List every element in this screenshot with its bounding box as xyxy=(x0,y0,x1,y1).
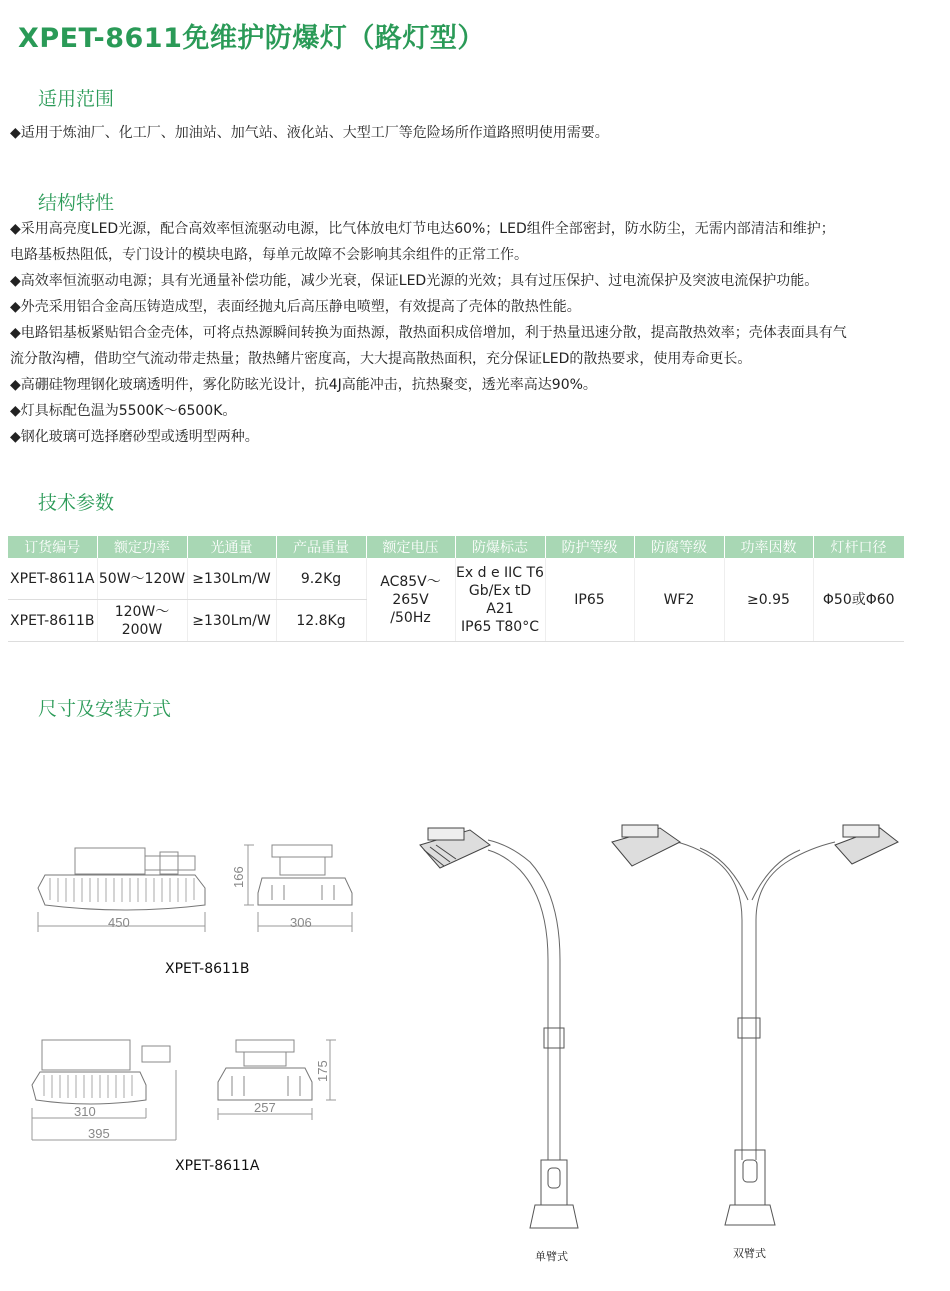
column-header: 产品重量 xyxy=(276,536,366,558)
cell-power: 50W～120W xyxy=(97,558,187,600)
cell-weight: 12.8Kg xyxy=(276,600,366,642)
column-header: 光通量 xyxy=(187,536,276,558)
feature-line: ◆采用高亮度LED光源，配合高效率恒流驱动电源，比气体放电灯节电达60%；LED组件全部密封，防水防尘，无需内部清洁和维护； xyxy=(10,221,835,237)
section-heading-params: 技术参数 xyxy=(38,492,115,514)
column-header: 额定电压 xyxy=(366,536,455,558)
dim-a-side-width: 257 xyxy=(254,1100,276,1115)
feature-line: ◆灯具标配色温为5500K～6500K。 xyxy=(10,403,237,419)
feature-line: ◆高效率恒流驱动电源；具有光通量补偿功能，减少光衰，保证LED光源的光效；具有过压保护、过电流保护及突波电流保护功能。 xyxy=(10,273,819,289)
column-header: 订货编号 xyxy=(8,536,97,558)
section-heading-dims: 尺寸及安装方式 xyxy=(38,698,172,720)
cell-wf: WF2 xyxy=(634,558,724,642)
cell-weight: 9.2Kg xyxy=(276,558,366,600)
voltage-line: AC85V～265V xyxy=(380,573,441,608)
cell-model: XPET-8611B xyxy=(8,600,97,642)
lamp-a-front-drawing xyxy=(32,1040,176,1140)
column-header: 功率因数 xyxy=(724,536,813,558)
caption-xpet-8611b: XPET-8611B xyxy=(165,961,250,977)
feature-line: ◆外壳采用铝合金高压铸造成型，表面经抛丸后高压静电喷塑，有效提高了壳体的散热性能。 xyxy=(10,299,581,315)
cell-pf: ≥0.95 xyxy=(724,558,813,642)
feature-line: ◆高硼硅物理钢化玻璃透明件，雾化防眩光设计，抗4J高能冲击，抗热聚变，透光率高达90%。 xyxy=(10,377,597,393)
column-header: 额定功率 xyxy=(97,536,187,558)
cell-model: XPET-8611A xyxy=(8,558,97,600)
ex-line: Ex d e IIC T6 xyxy=(456,564,544,581)
column-header: 防护等级 xyxy=(545,536,634,558)
ex-line: IP65 T80°C xyxy=(461,618,539,635)
feature-line: ◆电路铝基板紧贴铝合金壳体，可将点热源瞬间转换为面热源，散热面积成倍增加，利于热量迅速分散，提高散热效率；壳体表面具有气 xyxy=(10,325,847,341)
voltage-line: /50Hz xyxy=(390,609,431,626)
cell-power: 120W～200W xyxy=(97,600,187,642)
cell-flux: ≥130Lm/W xyxy=(187,558,276,600)
column-header: 防腐等级 xyxy=(634,536,724,558)
dim-b-width: 450 xyxy=(108,915,130,930)
dim-a-height: 175 xyxy=(315,1060,330,1082)
column-header: 防爆标志 xyxy=(455,536,545,558)
dim-a-outer-width: 395 xyxy=(88,1126,110,1141)
scope-item: ◆适用于炼油厂、化工厂、加油站、加气站、液化站、大型工厂等危险场所作道路照明使用需要。 xyxy=(10,125,609,141)
feature-line: 流分散沟槽，借助空气流动带走热量；散热鳍片密度高，大大提高散热面积，充分保证LED的散热要求，使用寿命更长。 xyxy=(10,351,752,367)
caption-double-arm: 双臂式 xyxy=(733,1247,766,1260)
column-header: 灯杆口径 xyxy=(813,536,904,558)
cell-ip: IP65 xyxy=(545,558,634,642)
cell-flux: ≥130Lm/W xyxy=(187,600,276,642)
dim-b-side-width: 306 xyxy=(290,915,312,930)
single-arm-pole-drawing xyxy=(420,828,578,1228)
double-arm-pole-drawing xyxy=(612,825,898,1225)
section-heading-features: 结构特性 xyxy=(38,192,115,214)
caption-single-arm: 单臂式 xyxy=(535,1250,568,1263)
section-heading-scope: 适用范围 xyxy=(38,88,115,110)
page-title: XPET-8611免维护防爆灯（路灯型） xyxy=(18,23,485,54)
dim-a-inner-width: 310 xyxy=(74,1104,96,1119)
feature-line: 电路基板热阻低，专门设计的模块电路，每单元故障不会影响其余组件的正常工作。 xyxy=(10,247,528,263)
caption-xpet-8611a: XPET-8611A xyxy=(175,1158,260,1174)
dim-b-height: 166 xyxy=(231,866,246,888)
feature-line: ◆钢化玻璃可选择磨砂型或透明型两种。 xyxy=(10,429,259,445)
ex-line: Gb/Ex tD A21 xyxy=(468,582,532,617)
cell-pole: Φ50或Φ60 xyxy=(813,558,904,642)
